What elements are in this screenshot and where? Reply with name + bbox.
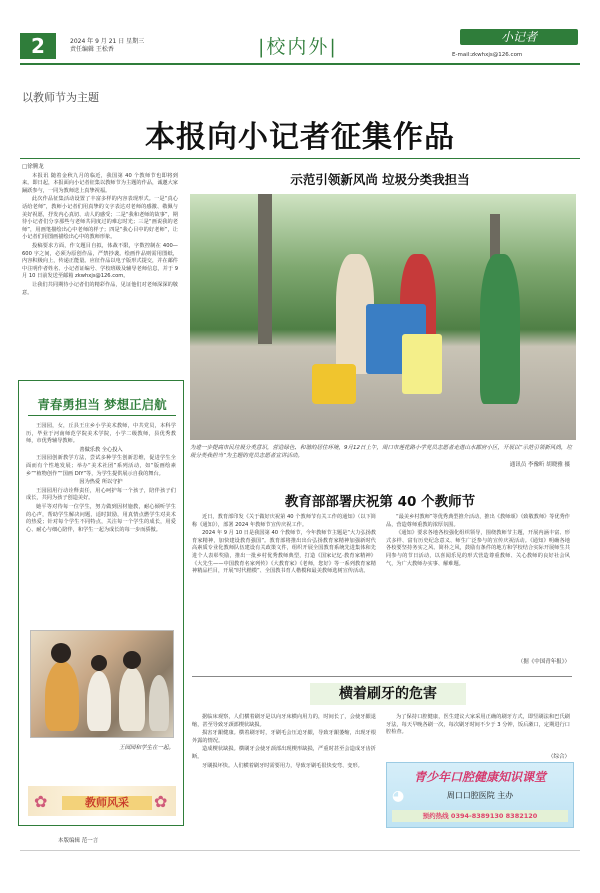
date-line: 2024 年 9 月 21 日 星期三 (70, 38, 145, 45)
brushing-column (192, 714, 376, 771)
ad-phone: 预约热线 0394-8389130 8382120 (392, 810, 568, 822)
profile-subheading: 善做乐教 全心投入 (79, 446, 123, 453)
teachers-day-title: 教育部部署庆祝第 40 个教师节 (284, 494, 476, 510)
article-author: □徐腾龙 (22, 164, 44, 170)
flower-icon: ✿ (34, 792, 48, 811)
banner-title: 教师风采 (62, 796, 152, 810)
theme-kicker: 以教师节为主题 (22, 91, 99, 104)
article-paragraph: 本报讯 随着金秋九月的临近，我国第 40 个教师节也即将到来。即日起，本报面向小记者征集以教师节为主题的作品，诚邀大家踊跃参与，一同为教师送上真挚祝福。 (22, 172, 178, 194)
profile-title: 青春勇担当 梦想正启航 (37, 397, 167, 412)
garbage-sorting-photo (190, 194, 576, 440)
article-paragraph: “最美乡村教师”等优秀典型推介活动，推出《教师颂》《致敬教师》等优秀作品，营造尊师重教的浓厚氛围。 (386, 514, 570, 528)
brushing-column (386, 714, 570, 738)
profile-paragraph: 王园园创新教学方法，尝试多种学生创新思维，促进学生全面而有个性地发展；举办“美术社团”系列活动，如“版画绘素乡”“植物创作”“国画 DIY”等，为学生提供展示自我的舞台。 (26, 455, 176, 477)
photo-caption: 为进一步提高市民垃圾分类意识，营造绿色、和谐的居住环境，9月12日上午，周口市莲花路小学党员志愿者走进山水郡府小区，开展以“示范引领新风尚，垃圾分类我担当”为主题的党员志愿者宣讲活动。 (190, 445, 572, 459)
article-paragraph: 此次作品征集活动设置了丰富多样的内容表现形式。一是“真心话给老师”，教师小记者们用真挚的文字表达对老师的感激、敬佩与美好祝愿，抒发内心真切、动人的感受；二是“我和老师的故事”，期待小记者们分享那些与老师共同度过的难忘时光；三是“画说我的老师”，用画笔描绘出心中老师的样子；四是“我心目中的好老师”，让小记者们用图画描绘出心中的教师形象。 (22, 196, 178, 241)
profile-paragraph: 王园园用行动诠释责任，用心呵护每一个孩子，陪伴孩子们成长，共同为孩子创造美好。 (26, 487, 176, 502)
page-editor: 本版编辑 范一言 (58, 838, 99, 844)
column-logo: 小记者 (460, 29, 578, 45)
brushing-title: 横着刷牙的危害 (339, 686, 437, 702)
footer-rule (20, 850, 580, 851)
article-paragraph: 为了保持口腔健康，医生建议大家采用正确的刷牙方式，即竖刷法和巴氏刷牙法，每天早晚各刷一次，每次刷牙时间不少于 3 分钟，饭后漱口，定期进行口腔检查。 (386, 714, 570, 736)
ad-title: 青少年口腔健康知识课堂 (413, 770, 546, 784)
profile-paragraph: 她平等对待每一位学生，努力做到因材施教，耐心倾听学生的心声，帮助学生解决问题，适时鼓励，用真情点燃学生对美术的热爱；针对每个学生不同特点，关注每一个学生的成长，用爱心、耐心与细心陪伴，和学生一起为成长的每一步而骄傲。 (26, 503, 176, 533)
article-paragraph: 让我们共同期待小记者们的精彩作品，见证他们对老师深深的敬意。 (22, 281, 178, 296)
article-source: （综合） (547, 754, 570, 760)
article-paragraph: 造成楔状缺损。横刷牙会使牙颈部出现楔形缺损，严重时甚至会造成牙齿折断。 (192, 746, 376, 760)
teacher-with-students-photo (30, 630, 174, 738)
profile-photo-caption: 王园园和学生在一起。 (118, 745, 174, 751)
main-headline: 本报向小记者征集作品 (145, 120, 455, 155)
tooth-icon: ◕ (392, 788, 405, 804)
issue-date (70, 38, 144, 54)
article-paragraph: 损害牙龈健康。横着刷牙时，牙刷毛会压迫牙龈，导致牙龈萎缩，出现牙根外露的情况。 (192, 730, 376, 744)
photo-story-title: 示范引领新风尚 垃圾分类我担当 (290, 172, 470, 187)
article-paragraph: 据临床观察，人们横着刷牙是以向牙床横向用力的，时间长了，会使牙龈退缩，甚至导致牙颈部楔状缺损。 (192, 714, 376, 728)
call-for-entries-article (22, 164, 178, 298)
article-source: （据《中国青年报》） (517, 659, 570, 665)
editor-line: 责任编辑 王松香 (70, 46, 114, 53)
article-paragraph: 《通知》要求各地各校强化组织领导，围绕教师节主题，开展内涵丰富、形式多样、富有历史纪念意义、师生广泛参与的宣传庆祝活动。《通知》明确各地各校要坚持务实之风、简朴之风，鼓励有条件的地方和学校结合实际开展师生共同参与的节日活动，以喜闻乐见的形式营造尊重教师、关心教师的良好社会风气，为广大教师办实事、解难题。 (386, 530, 570, 567)
page-number: 2 (20, 33, 56, 59)
article-paragraph: 牙刷损坏快。人们横着刷牙时需要用力，导致牙刷毛很快变弯、变形。 (202, 762, 363, 769)
profile-intro: 王园园，女，丘县王庄乡小学美术教师，中共党员，本科学历，毕业于河南师范学院美术学院，小学二级教师，县优秀教师，市优秀辅导教师。 (26, 423, 176, 445)
profile-subheading: 因为热爱 所以守护 (79, 479, 123, 486)
profile-body (26, 423, 176, 535)
teachers-day-column (386, 514, 570, 569)
section-title: | 校内外 | (258, 32, 338, 59)
teachers-day-column (192, 514, 376, 577)
contact-email: E-mail:zkwhxjs@126.com (452, 52, 523, 58)
header-rule (20, 63, 580, 65)
article-paragraph: 2024 年 9 月 10 日是我国第 40 个教师节，今年教师节主题是“大力弘扬教育家精神，加快建设教育强国”。教育部将推出出台弘扬教育家精神加强新时代高素质专业化教师队伍建设有关政策文件，组织开展全国教育系统先进集体和先进个人表彰奖励，推出一批乡村优秀教师典型，打造《国家记忆·教育家精神》《大先生——中国教育名家列传》《大教育家》《老师，您好》等一系列教育家精神精品栏目，开展“时代楷模”、全国教书育人楷模和最美教师选树宣传活动。 (192, 530, 376, 575)
article-paragraph: 近日，教育部印发《关于做好庆祝第 40 个教师节有关工作的通知》（以下简称《通知》），部署 2024 年教师节宣传庆祝工作。 (192, 514, 376, 528)
ad-sponsor: 周口口腔医院 主办 (446, 791, 514, 800)
profile-title-rule (28, 415, 176, 416)
article-paragraph: 投稿要求方面，作文题目自拟，体裁不限，字数控制在 400—600 字之间，必须为原创作品，严禁抄袭。绘画作品则需用图纸，内容积极向上，传递正能量。应征作品以电子版形式提交，并在邮件中注明作者姓名、小记者证编号、学校班级及辅导老师信息，并于 9 月 10 日前发送至邮箱 zkwhxjs@126.com。 (22, 242, 178, 280)
headline-rule (20, 158, 580, 159)
photo-credit: 通讯员 李豫昕 胡晓雅 摄 (509, 462, 570, 468)
flower-icon: ✿ (154, 792, 168, 811)
section-divider (192, 676, 572, 677)
